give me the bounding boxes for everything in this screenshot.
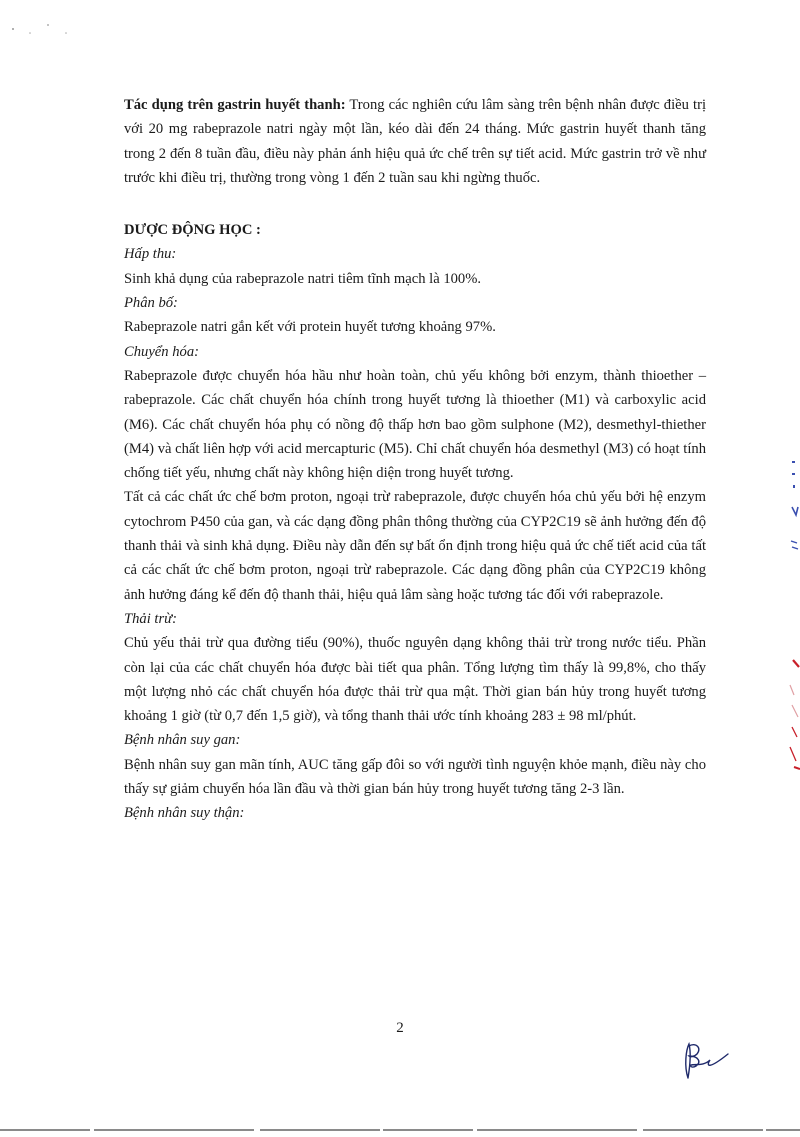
document-body (124, 93, 706, 826)
absorption-text: Sinh khả dụng của rabeprazole natri tiêm tĩnh mạch là 100%. (124, 270, 482, 287)
page-number: 2 (396, 1020, 404, 1036)
gastrin-text: Trong các nghiên cứu lâm sàng trên bệnh nhân được điều trị với 20 mg rabeprazole natri ngày một lần, kéo dài đến 24 tháng. Mức gastrin huyết thanh tăng trong 2 đến 8 tuần đầu, điều này phản ánh hiệu quả ức chế trên sự tiết acid. Mức gastrin trở về như trước khi điều trị, thường trong vòng 1 đến 2 tuần sau khi ngừng thuốc. (124, 97, 706, 186)
hepatic-label: Bệnh nhân suy gan: (124, 732, 241, 749)
metabolism-paragraph-2: Tất cả các chất ức chế bơm proton, ngoại trừ rabeprazole, được chuyển hóa chủ yếu bởi hệ enzym cytochrom P450 của gan, và các dạng đồng phân thông thường của CYP2C19 sẽ ảnh hưởng đến độ thanh thải và sinh khả dụng. Điều này dẫn đến sự bất ổn định trong hiệu quả ức chế tiết acid của tất cả các chất ức chế bơm proton, ngoại trừ rabeprazole. Các dạng đồng phân của CYP2C19 không ảnh hưởng đáng kể đến độ thanh thải, hiệu quả lâm sàng hoặc tương tác đối với rabeprazole. (124, 489, 706, 603)
metabolism-paragraph-1: Rabeprazole được chuyển hóa hầu như hoàn toàn, chủ yếu không bởi enzym, thành thioether – rabeprazole. Các chất chuyển hóa chính trong huyết tương là thioether (M1) và carboxylic acid (M6). Các chất chuyển hóa phụ có nồng độ thấp hơn bao gồm sulphone (M2), desmethyl-thiether (M4) và chất liên hợp với acid mercapturic (M5). Chỉ chất chuyển hóa desmethyl (M3) có hoạt tính chống tiết yếu, nhưng chất này không hiện diện trong huyết tương. (124, 367, 706, 482)
bottom-scan-rule (0, 1128, 800, 1134)
distribution-label: Phân bố: (124, 295, 178, 312)
signature (670, 1030, 740, 1090)
pharmacokinetics-heading: DƯỢC ĐỘNG HỌC : (124, 222, 261, 239)
gastrin-title: Tác dụng trên gastrin huyết thanh: (124, 97, 346, 113)
absorption-label: Hấp thu: (124, 246, 177, 263)
renal-label: Bệnh nhân suy thận: (124, 805, 245, 822)
distribution-text: Rabeprazole natri gắn kết với protein huyết tương khoảng 97%. (124, 319, 496, 336)
elimination-text: Chủ yếu thải trừ qua đường tiểu (90%), thuốc nguyên dạng không thải trừ trong nước tiểu. Phần còn lại của các chất chuyển hóa được bài tiết qua phân. Tổng lượng tìm thấy là 99,8%, cho thấy một lượng nhỏ các chất chuyển hóa được thải trừ qua mật. Thời gian bán hủy trong huyết tương khoảng 1 giờ (từ 0,7 đến 1,5 giờ), và tổng thanh thải ước tính khoảng 283 ± 98 ml/phút. (124, 635, 706, 725)
metabolism-label: Chuyển hóa: (124, 343, 199, 360)
scan-specks (0, 0, 100, 40)
edge-stamp-marks (780, 455, 800, 775)
elimination-label: Thải trừ: (124, 610, 177, 627)
hepatic-text: Bệnh nhân suy gan mãn tính, AUC tăng gấp đôi so với người tình nguyện khỏe mạnh, điều này cho thấy sự giảm chuyển hóa lần đầu và thời gian bán hủy trong huyết tương tăng 2-3 lần. (124, 756, 706, 798)
gastrin-paragraph (124, 93, 706, 190)
